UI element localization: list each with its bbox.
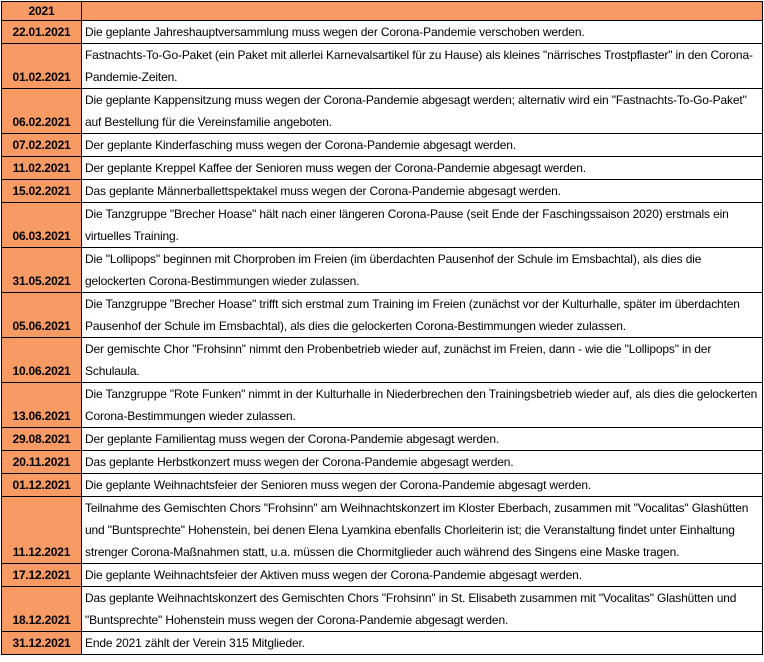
row-event-text: Die "Lollipops" beginnen mit Chorproben im Freien (im überdachten Pausenhof der Schule im Emsbachtal), als dies die gelockerten Corona-Bestimmungen wieder zulassen. (82, 248, 763, 293)
row-date: 29.08.2021 (2, 428, 82, 451)
table-row (2, 293, 763, 338)
table-row (2, 632, 763, 655)
table-row (2, 428, 763, 451)
table-row (2, 180, 763, 203)
row-date: 31.05.2021 (2, 248, 82, 293)
row-event-text: Fastnachts-To-Go-Paket (ein Paket mit allerlei Karnevalsartikel für zu Hause) als kleines "närrisches Trostpflaster" in den Corona-Pandemie-Zeiten. (82, 44, 763, 89)
row-event-text: Ende 2021 zählt der Verein 315 Mitglieder. (82, 632, 763, 655)
row-event-text: Die Tanzgruppe "Rote Funken" nimmt in der Kulturhalle in Niederbrechen den Trainingsbetrieb wieder auf, als dies die gelockerten Corona-Bestimmungen wieder zulassen. (82, 383, 763, 428)
table-row (2, 474, 763, 497)
row-event-text: Das geplante Männerballettspektakel muss wegen der Corona-Pandemie abgesagt werden. (82, 180, 763, 203)
row-date: 20.11.2021 (2, 451, 82, 474)
row-event-text: Der geplante Familientag muss wegen der Corona-Pandemie abgesagt werden. (82, 428, 763, 451)
row-event-text: Der geplante Kreppel Kaffee der Senioren muss wegen der Corona-Pandemie abgesagt werden. (82, 157, 763, 180)
row-event-text: Die geplante Weihnachtsfeier der Senioren muss wegen der Corona-Pandemie abgesagt werden. (82, 474, 763, 497)
chronicle-table (1, 1, 763, 655)
row-date: 13.06.2021 (2, 383, 82, 428)
row-date: 11.02.2021 (2, 157, 82, 180)
table-row (2, 21, 763, 44)
row-date: 06.03.2021 (2, 203, 82, 248)
table-row (2, 203, 763, 248)
table-row (2, 587, 763, 632)
row-event-text: Die geplante Weihnachtsfeier der Aktiven muss wegen der Corona-Pandemie abgesagt werden. (82, 564, 763, 587)
row-event-text: Die Tanzgruppe "Brecher Hoase" hält nach einer längeren Corona-Pause (seit Ende der Faschingssaison 2020) erstmals ein virtuelles Training. (82, 203, 763, 248)
table-row (2, 383, 763, 428)
table-row (2, 157, 763, 180)
row-event-text: Die geplante Jahreshauptversammlung muss wegen der Corona-Pandemie verschoben werden. (82, 21, 763, 44)
year-header-row (2, 2, 763, 21)
row-date: 06.02.2021 (2, 89, 82, 134)
row-date: 01.02.2021 (2, 44, 82, 89)
table-row (2, 338, 763, 383)
row-event-text: Das geplante Herbstkonzert muss wegen der Corona-Pandemie abgesagt werden. (82, 451, 763, 474)
row-event-text: Der gemischte Chor "Frohsinn" nimmt den Probenbetrieb wieder auf, zunächst im Freien, dann - wie die "Lollipops" in der Schulaula. (82, 338, 763, 383)
year-header-blank (82, 2, 763, 21)
row-date: 15.02.2021 (2, 180, 82, 203)
row-date: 05.06.2021 (2, 293, 82, 338)
table-row (2, 248, 763, 293)
row-date: 22.01.2021 (2, 21, 82, 44)
row-date: 10.06.2021 (2, 338, 82, 383)
chronicle-table-body (2, 2, 763, 655)
row-event-text: Der geplante Kinderfasching muss wegen der Corona-Pandemie abgesagt werden. (82, 134, 763, 157)
row-event-text: Die geplante Kappensitzung muss wegen der Corona-Pandemie abgesagt werden; alternativ wird ein "Fastnachts-To-Go-Paket" auf Bestellung für die Vereinsfamilie angeboten. (82, 89, 763, 134)
row-date: 17.12.2021 (2, 564, 82, 587)
row-date: 07.02.2021 (2, 134, 82, 157)
table-row (2, 564, 763, 587)
row-event-text: Teilnahme des Gemischten Chors "Frohsinn" am Weihnachtskonzert im Kloster Eberbach, zusammen mit "Vocalitas" Glashütten und "Buntsprechte" Hohenstein, bei denen Elena Lyamkina ebenfalls Chorleiterin ist; die Veranstaltung findet unter Einhaltung strenger Corona-Maßnahmen statt, u.a. müssen die Chormitglieder auch während des Singens eine Maske tragen. (82, 497, 763, 564)
row-date: 01.12.2021 (2, 474, 82, 497)
row-event-text: Die Tanzgruppe "Brecher Hoase" trifft sich erstmal zum Training im Freien (zunächst vor der Kulturhalle, später im überdachten Pausenhof der Schule im Emsbachtal), als dies die gelockerten Corona-Bestimmungen wieder zulassen. (82, 293, 763, 338)
year-header: 2021 (2, 2, 82, 21)
table-row (2, 89, 763, 134)
table-row (2, 134, 763, 157)
row-date: 18.12.2021 (2, 587, 82, 632)
table-row (2, 497, 763, 564)
row-event-text: Das geplante Weihnachtskonzert des Gemischten Chors "Frohsinn" in St. Elisabeth zusammen mit "Vocalitas" Glashütten und "Buntsprechte" Hohenstein muss wegen der Corona-Pandemie abgesagt werden. (82, 587, 763, 632)
row-date: 31.12.2021 (2, 632, 82, 655)
row-date: 11.12.2021 (2, 497, 82, 564)
table-row (2, 44, 763, 89)
table-row (2, 451, 763, 474)
